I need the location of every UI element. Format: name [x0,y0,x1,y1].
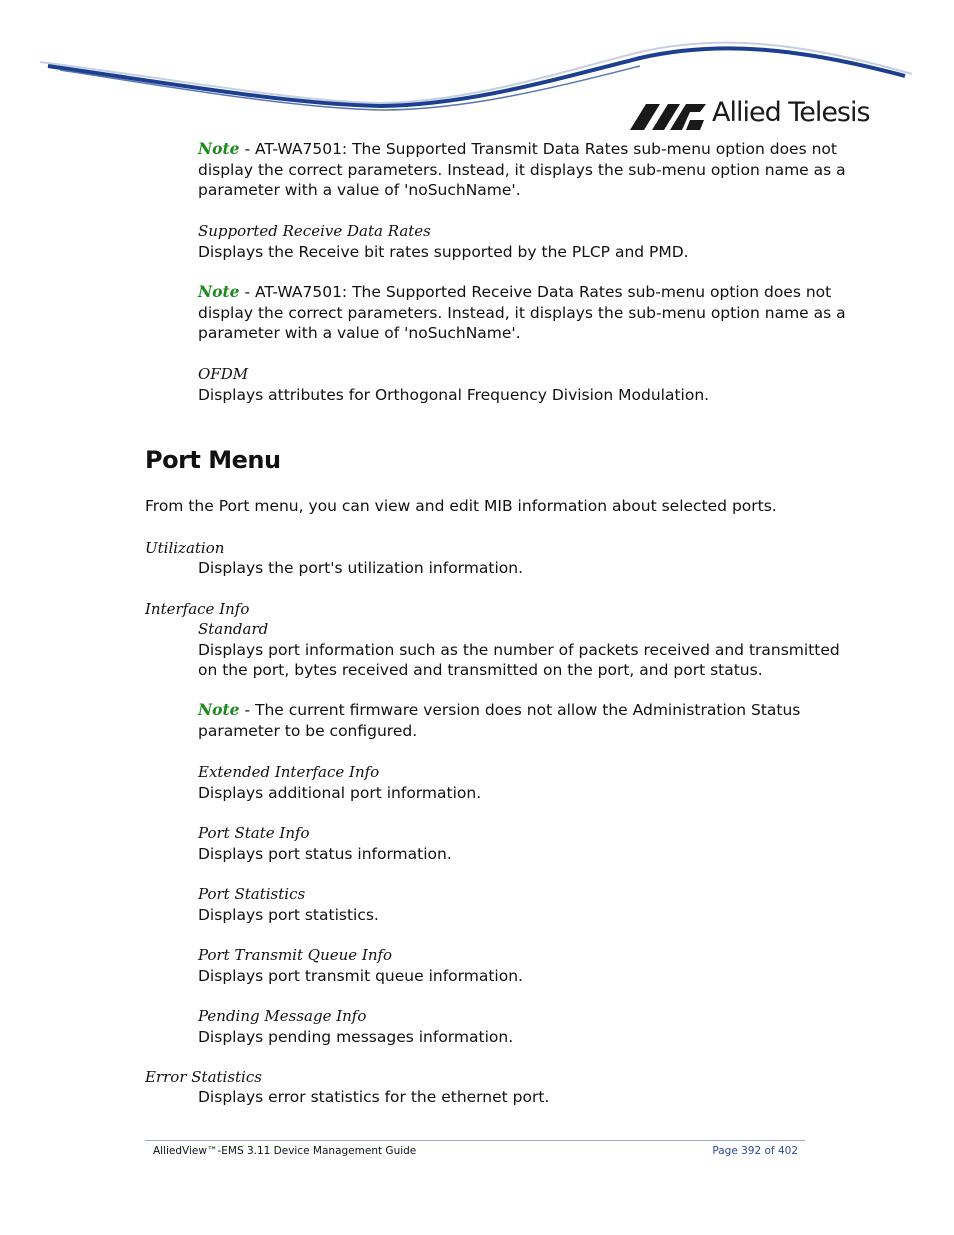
port-intro: From the Port menu, you can view and edit MIB information about selected ports. [145,497,777,515]
company-logo [630,97,870,134]
item-desc: Displays the Receive bit rates supported by the PLCP and PMD. [198,242,689,261]
item-title: Pending Message Info [198,1007,367,1025]
item-desc: Displays port statistics. [198,905,379,924]
note-label: Note [198,700,240,719]
note-transmit-rates: Note - AT-WA7501: The Supported Transmit Data Rates sub-menu option does not display the correct parameters. Instead, it displays the sub-menu option name as a parameter with a value of 'noSuchName'. [198,139,846,199]
item-desc: Displays additional port information. [198,783,482,802]
note-admin-status: Note - The current firmware version does not allow the Administration Status parameter to be configured. [198,700,801,740]
item-desc-error-statistics: Displays error statistics for the ethernet port. [198,1088,550,1106]
item-desc: Displays attributes for Orthogonal Frequency Division Modulation. [198,385,710,404]
item-extended-interface-info [198,762,481,803]
item-title: Extended Interface Info [198,763,380,781]
item-title: Port Statistics [198,885,306,903]
item-port-transmit-queue-info [198,945,523,986]
item-desc: Displays pending messages information. [198,1027,514,1046]
item-title: Port State Info [198,824,310,842]
footer-title: AlliedView™-EMS 3.11 Device Management Guide [153,1145,417,1157]
note-label: Note [198,139,240,158]
item-ofdm [198,364,709,405]
item-title-utilization: Utilization [145,539,225,557]
footer-page-number: Page 392 of 402 [712,1145,798,1157]
footer-divider [145,1140,805,1141]
item-desc-utilization: Displays the port's utilization information. [198,559,523,577]
item-pending-message-info [198,1006,513,1047]
item-title: Standard [198,620,269,638]
section-heading-port-menu: Port Menu [145,446,281,474]
item-title: OFDM [198,365,249,383]
note-receive-rates: Note - AT-WA7501: The Supported Receive Data Rates sub-menu option does not display the correct parameters. Instead, it displays the sub-menu option name as a parameter with a value of 'noSuchName'. [198,282,846,342]
item-title: Port Transmit Queue Info [198,946,393,964]
item-receive-rates [198,221,689,262]
item-desc: Displays port status information. [198,844,452,863]
item-standard: Standard Displays port information such as the number of packets received and transmitted on the port, bytes received and transmitted on the port, and port status. [198,620,840,679]
item-port-state-info [198,823,452,864]
logo-mark-icon [630,104,708,132]
logo-wordmark: Allied Telesis [712,97,870,128]
item-title-error-statistics: Error Statistics [145,1068,262,1086]
item-title-interface-info: Interface Info [145,600,250,618]
item-port-statistics [198,884,379,925]
item-desc: Displays port transmit queue information. [198,966,523,985]
note-label: Note [198,282,240,301]
item-title: Supported Receive Data Rates [198,222,431,240]
